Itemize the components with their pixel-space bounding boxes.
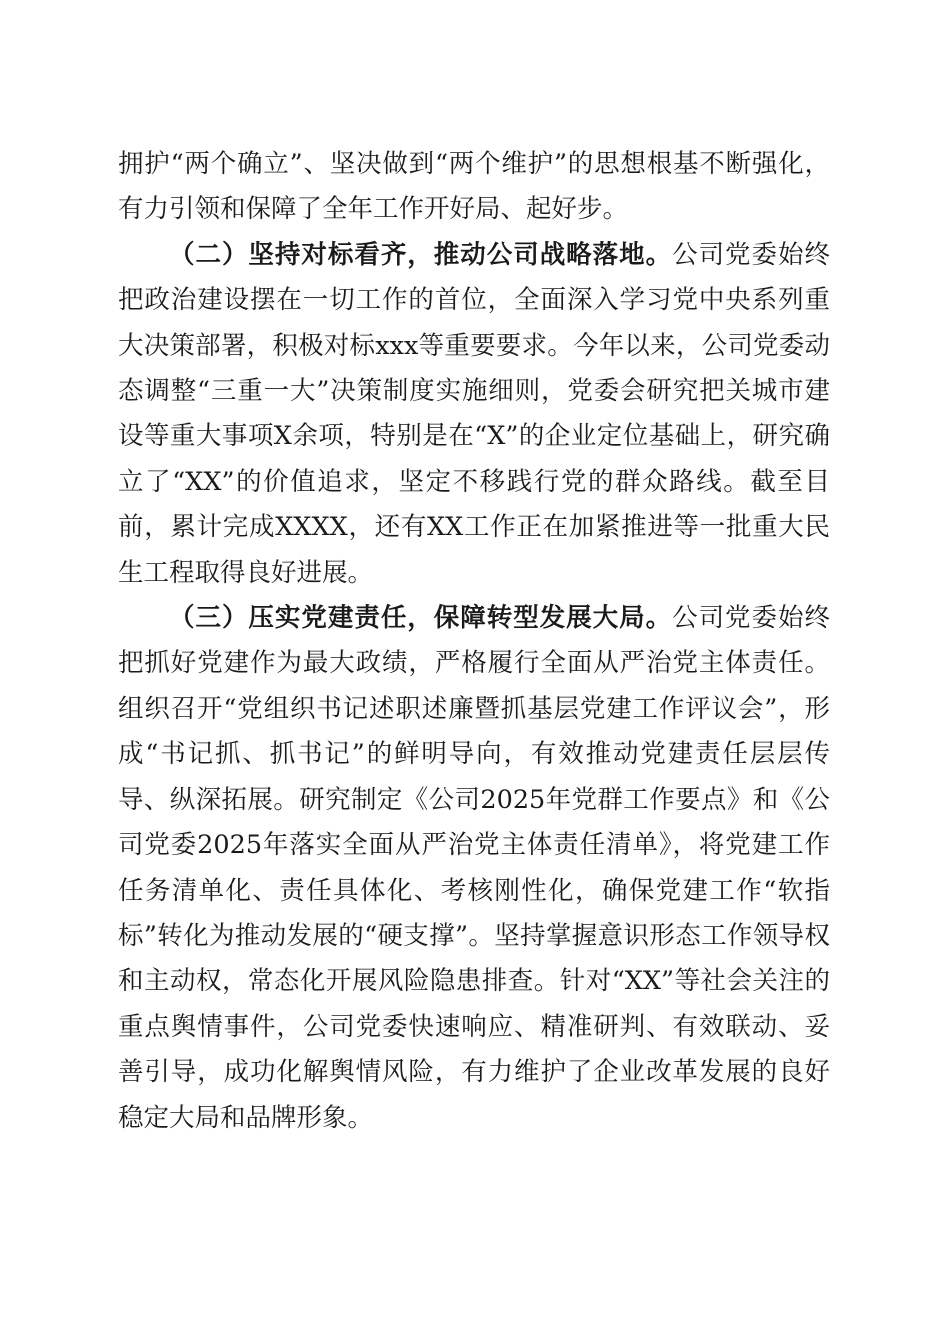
section-heading: （二）坚持对标看齐，推动公司战略落地。	[169, 239, 673, 270]
document-body	[118, 142, 830, 1141]
paragraph-section-2	[118, 233, 830, 596]
paragraph-body: 公司党委始终把政治建设摆在一切工作的首位，全面深入学习党中央系列重大决策部署，积极对标xxx等重要要求。今年以来，公司党委动态调整“三重一大”决策制度实施细则，党委会研究把关城市建设等重大事项X余项，特别是在“X”的企业定位基础上，研究确立了“XX”的价值追求，坚定不移践行党的群众路线。截至目前，累计完成XXXX，还有XX工作正在加紧推进等一批重大民生工程取得良好进展。	[118, 239, 830, 588]
paragraph-body: 拥护“两个确立”、坚决做到“两个维护”的思想根基不断强化，有力引领和保障了全年工作开好局、起好步。	[118, 149, 830, 225]
paragraph-continuation	[118, 142, 830, 233]
paragraph-body: 公司党委始终把抓好党建作为最大政绩，严格履行全面从严治党主体责任。组织召开“党组织书记述职述廉暨抓基层党建工作评议会”，形成“书记抓、抓书记”的鲜明导向，有效推动党建责任层层传导、纵深拓展。研究制定《公司2025年党群工作要点》和《公司党委2025年落实全面从严治党主体责任清单》，将党建工作任务清单化、责任具体化、考核刚性化，确保党建工作“软指标”转化为推动发展的“硬支撑”。坚持掌握意识形态工作领导权和主动权，常态化开展风险隐患排查。针对“XX”等社会关注的重点舆情事件，公司党委快速响应、精准研判、有效联动、妥善引导，成功化解舆情风险，有力维护了企业改革发展的良好稳定大局和品牌形象。	[118, 603, 830, 1133]
paragraph-section-3	[118, 596, 830, 1141]
section-heading: （三）压实党建责任，保障转型发展大局。	[169, 603, 673, 634]
